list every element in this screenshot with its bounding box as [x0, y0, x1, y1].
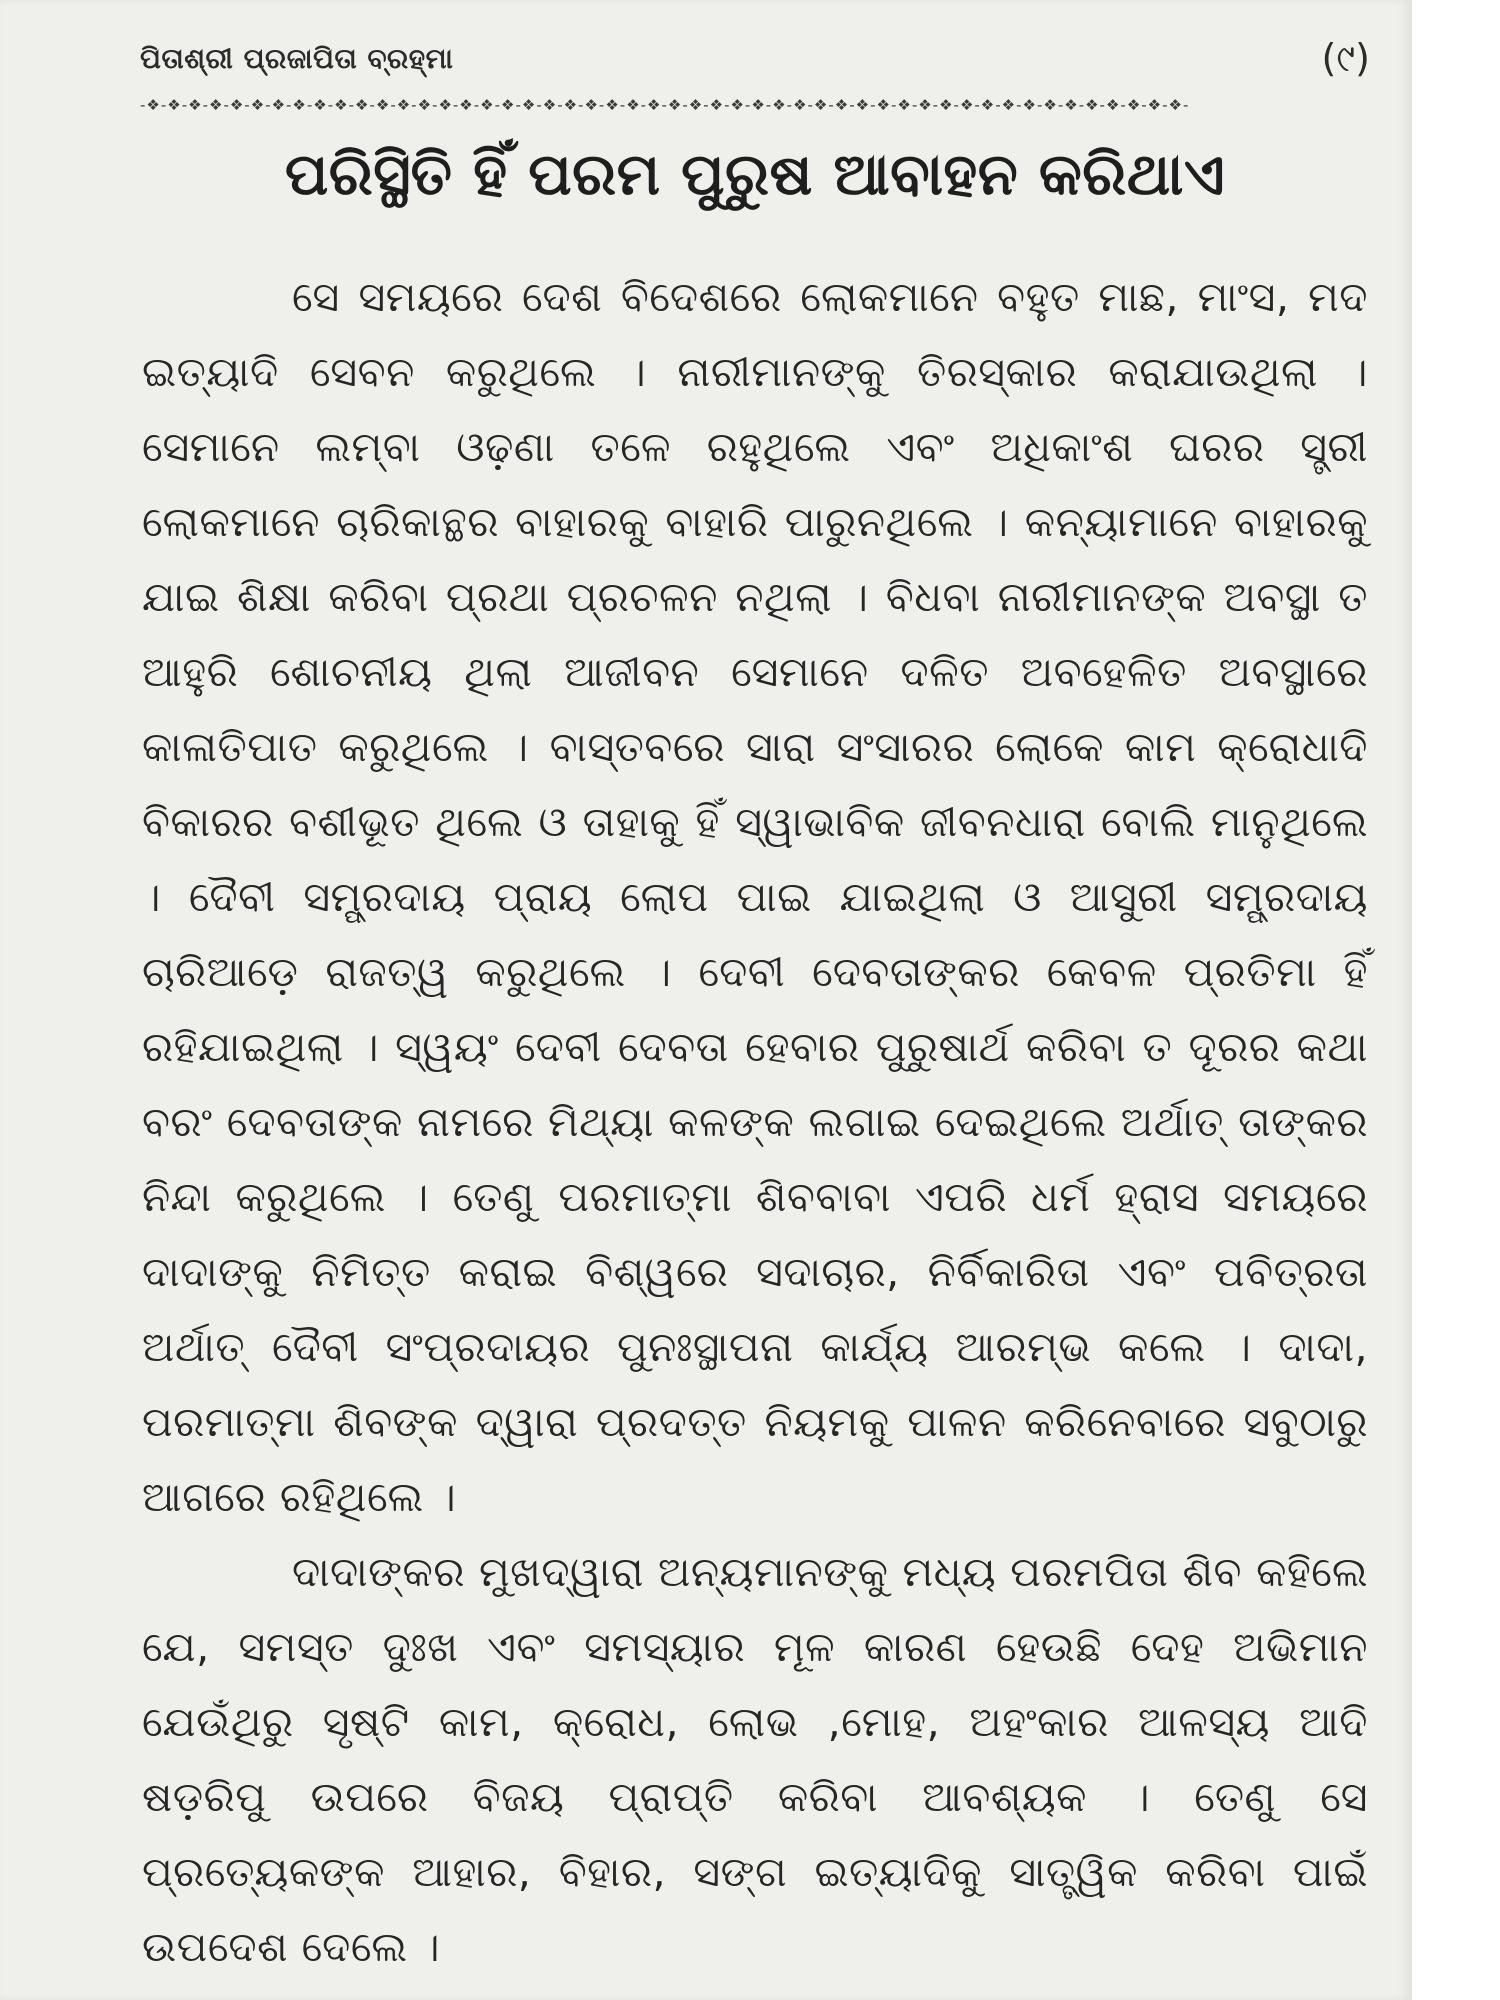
page-number: (୯): [1321, 36, 1370, 80]
paragraph-2: ଦାଦାଙ୍କର ମୁଖଦ୍ୱାରା ଅନ୍ୟମାନଙ୍କୁ ମଧ୍ୟ ପରମପିତା ଶିବ କହିଲେ ଯେ, ସମସ୍ତ ଦୁଃଖ ଏବଂ ସମସ୍ୟାର ମୂଳ କାରଣ ହେଉଛି ଦେହ ଅଭିମାନ ଯେଉଁଥିରୁ ସୃଷ୍ଟି କାମ, କ୍ରୋଧ, ଲୋଭ ,ମୋହ, ଅହଂକାର ଆଳସ୍ୟ ଆଦି ଷଡ଼ରିପୁ ଉପରେ ବିଜୟ ପ୍ରାପ୍ତି କରିବା ଆବଶ୍ୟକ । ତେଣୁ ସେ ପ୍ରତ୍ୟେକଙ୍କ ଆହାର, ବିହାର, ସଙ୍ଗ ଇତ୍ୟାଦିକୁ ସାତ୍ତ୍ୱିକ କରିବା ପାଇଁ ଉପଦେଶ ଦେଲେ ।: [142, 1548, 1368, 1971]
decorative-divider: -❖-❖-❖-❖-❖-❖-❖-❖-❖-❖-❖-❖-❖-❖-❖-❖-❖-❖-❖-❖-❖-❖-❖-❖-❖-❖-❖-❖-❖-❖-❖-❖-❖-❖-❖-❖-❖-❖-❖-❖-❖-❖-❖-❖-❖-❖-❖-❖-❖-❖-: [140, 96, 1190, 114]
chapter-title: ପରିସ୍ଥିତି ହିଁ ପରମ ପୁରୁଷ ଆବାହନ କରିଥାଏ: [284, 140, 1226, 208]
body-text: [142, 260, 1368, 1985]
running-header: [140, 36, 1370, 92]
book-title: ପିତାଶ୍ରୀ ପ୍ରଜାପିତା ବ୍ରହ୍ମା: [140, 42, 454, 75]
paragraph-1: ସେ ସମୟରେ ଦେଶ ବିଦେଶରେ ଲୋକମାନେ ବହୁତ ମାଛ, ମାଂସ, ମଦ ଇତ୍ୟାଦି ସେବନ କରୁଥିଲେ । ନାରୀମାନଙ୍କୁ ତିରସ୍କାର କରାଯାଉଥିଲା । ସେମାନେ ଲମ୍ବା ଓଢ଼ଣା ତଳେ ରହୁଥିଲେ ଏବଂ ଅଧିକାଂଶ ଘରର ସ୍ତ୍ରୀ ଲୋକମାନେ ଚାରିକାନ୍ଥର ବାହାରକୁ ବାହାରି ପାରୁନଥିଲେ । କନ୍ୟାମାନେ ବାହାରକୁ ଯାଇ ଶିକ୍ଷା କରିବା ପ୍ରଥା ପ୍ରଚଳନ ନଥିଲା । ବିଧବା ନାରୀମାନଙ୍କ ଅବସ୍ଥା ତ ଆହୁରି ଶୋଚନୀୟ ଥିଲା ଆଜୀବନ ସେମାନେ ଦଳିତ ଅବହେଳିତ ଅବସ୍ଥାରେ କାଳାତିପାତ କରୁଥିଲେ । ବାସ୍ତବରେ ସାରା ସଂସାରର ଲୋକେ କାମ କ୍ରୋଧାଦି ବିକାରର ବଶୀଭୂତ ଥିଲେ ଓ ତାହାକୁ ହିଁ ସ୍ୱାଭାବିକ ଜୀବନଧାରା ବୋଲି ମାନୁଥିଲେ । ଦୈବୀ ସମ୍ପ୍ରଦାୟ ପ୍ରାୟ ଲୋପ ପାଇ ଯାଇଥିଲା ଓ ଆସୁରୀ ସମ୍ପ୍ରଦାୟ ଚାରିଆଡ଼େ ରାଜତ୍ୱ କରୁଥିଲେ । ଦେବୀ ଦେବତାଙ୍କର କେବଳ ପ୍ରତିମା ହିଁ ରହିଯାଇଥିଲା । ସ୍ୱୟଂ ଦେବୀ ଦେବତା ହେବାର ପୁରୁଷାର୍ଥ କରିବା ତ ଦୂରର କଥା ବରଂ ଦେବତାଙ୍କ ନାମରେ ମିଥ୍ୟା କଳଙ୍କ ଲଗାଇ ଦେଇଥିଲେ ଅର୍ଥାତ୍ ତାଙ୍କର ନିନ୍ଦା କରୁଥିଲେ । ତେଣୁ ପରମାତ୍ମା ଶିବବାବା ଏପରି ଧର୍ମ ହ୍ରାସ ସମୟରେ ଦାଦାଙ୍କୁ ନିମିତ୍ତ କରାଇ ବିଶ୍ୱରେ ସଦାଚାର, ନିର୍ବିକାରିତା ଏବଂ ପବିତ୍ରତା ଅର୍ଥାତ୍ ଦୈବୀ ସଂପ୍ରଦାୟର ପୁନଃସ୍ଥାପନା କାର୍ଯ୍ୟ ଆରମ୍ଭ କଲେ । ଦାଦା, ପରମାତ୍ମା ଶିବଙ୍କ ଦ୍ୱାରା ପ୍ରଦତ୍ତ ନିୟମକୁ ପାଳନ କରିନେବାରେ ସବୁଠାରୁ ଆଗରେ ରହିଥିଲେ ।: [142, 273, 1368, 1521]
